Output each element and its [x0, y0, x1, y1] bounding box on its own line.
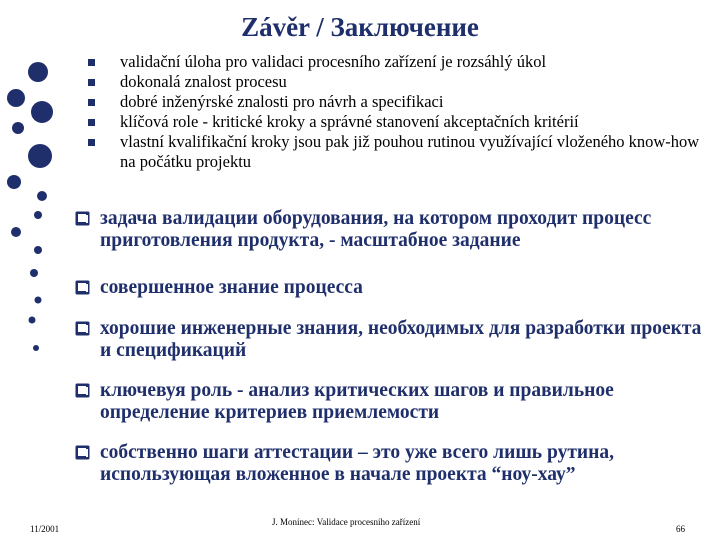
square-bullet-icon: [88, 119, 95, 126]
list-item: [88, 112, 708, 132]
russian-list-item: [75, 442, 705, 486]
deco-dot: [12, 122, 24, 134]
square-bullet-icon: [88, 59, 95, 66]
list-item-text: klíčová role - kritické kroky a správné stanovení akceptačních kritérií: [120, 112, 579, 131]
slide-title: Závěr / Заключение: [241, 12, 479, 42]
list-item: [88, 132, 708, 172]
list-item-text: задача валидации оборудования, на котором проходит процесс приготовления продукта, - масштабное задание: [100, 208, 652, 251]
russian-list-item: [75, 318, 705, 362]
deco-dot: [28, 62, 48, 82]
deco-dot: [35, 297, 42, 304]
deco-dot: [7, 175, 21, 189]
deco-dot: [29, 317, 36, 324]
list-item-text: validační úloha pro validaci procesního zařízení je rozsáhlý úkol: [120, 52, 547, 71]
deco-dot: [28, 144, 52, 168]
decorative-dots: [0, 0, 60, 540]
list-item-text: dobré inženýrské znalosti pro návrh a specifikaci: [120, 92, 444, 111]
list-item-text: vlastní kvalifikační kroky jsou pak již pouhou rutinou využívající vloženého know-how na počátku projektu: [120, 132, 700, 171]
russian-list-item: [75, 277, 705, 299]
list-item: [88, 92, 708, 112]
checkbox-bullet-icon: [75, 445, 90, 460]
square-bullet-icon: [88, 79, 95, 86]
deco-dot: [11, 227, 21, 237]
checkbox-bullet-icon: [75, 383, 90, 398]
list-item: [88, 72, 708, 92]
deco-dot: [30, 269, 38, 277]
deco-dot: [37, 191, 47, 201]
checkbox-bullet-icon: [75, 280, 90, 295]
czech-bullet-list: [88, 52, 708, 172]
deco-dot: [34, 211, 42, 219]
list-item: [88, 52, 708, 72]
list-item-text: совершенное знание процесса: [100, 277, 363, 298]
list-item-text: хорошие инженерные знания, необходимых для разработки проекта и спецификаций: [100, 318, 702, 361]
page-number: 66: [676, 524, 685, 534]
deco-dot: [31, 101, 53, 123]
deco-dot: [7, 89, 25, 107]
footer-title: J. Moníneс: Validace procesního zařízení: [272, 517, 421, 527]
list-item-text: собственно шаги аттестации – это уже всего лишь рутина, использующая вложенное в начале проекта “ноу-хау”: [100, 442, 614, 485]
russian-list-item: [75, 380, 705, 424]
deco-dot: [33, 345, 39, 351]
checkbox-bullet-icon: [75, 321, 90, 336]
footer-date: 11/2001: [30, 524, 60, 534]
deco-dot: [34, 246, 42, 254]
square-bullet-icon: [88, 99, 95, 106]
russian-list-item: [75, 208, 705, 252]
checkbox-bullet-icon: [75, 211, 90, 226]
square-bullet-icon: [88, 139, 95, 146]
list-item-text: dokonalá znalost procesu: [120, 72, 287, 91]
list-item-text: ключевуя роль - анализ критических шагов и правильное определение критериев приемлемости: [100, 380, 614, 423]
